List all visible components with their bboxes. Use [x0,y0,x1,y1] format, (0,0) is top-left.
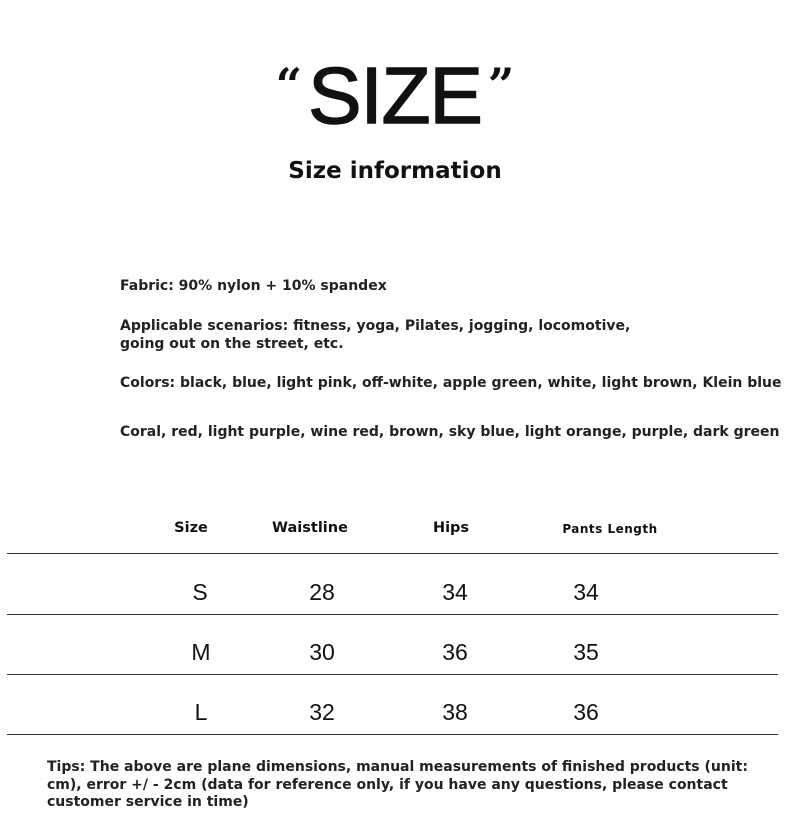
table-cell-hips: 36 [442,639,468,665]
table-cell-pants-length: 34 [573,579,599,605]
title-word: SIZE [308,51,482,140]
table-cell-hips: 38 [442,699,468,725]
colors-info-line-2: Coral, red, light purple, wine red, brown, sky blue, light orange, purple, dark green [120,424,780,440]
header-size: Size [174,520,208,536]
table-cell-pants-length: 36 [573,699,599,725]
fabric-info: Fabric: 90% nylon + 10% spandex [120,278,387,294]
title-open-quote: “ [275,58,303,112]
scenarios-info: Applicable scenarios: fitness, yoga, Pilates, jogging, locomotive, going out on the street, etc. [120,318,631,352]
size-title [0,52,790,140]
table-divider [7,614,778,615]
table-cell-hips: 34 [442,579,468,605]
table-divider [7,674,778,675]
table-divider [7,734,778,735]
table-cell-size: S [192,579,208,605]
table-divider [7,553,778,554]
header-waistline: Waistline [272,520,348,536]
header-hips: Hips [432,520,470,536]
colors-info-line-1: Colors: black, blue, light pink, off-white, apple green, white, light brown, Klein blue [120,375,782,391]
table-cell-waistline: 30 [309,639,335,665]
table-cell-pants-length: 35 [573,639,599,665]
page-subtitle: Size information [288,158,502,184]
title-close-quote: ” [487,58,515,112]
tips-note: Tips: The above are plane dimensions, manual measurements of finished products (unit: cm), error +/ - 2cm (data for reference only, if you have any questions, please contact customer service in time) [47,759,748,810]
header-pants-length: Pants Length [562,522,658,536]
table-cell-size: M [191,639,211,665]
table-cell-size: L [194,699,208,725]
table-cell-waistline: 28 [309,579,335,605]
table-cell-waistline: 32 [309,699,335,725]
